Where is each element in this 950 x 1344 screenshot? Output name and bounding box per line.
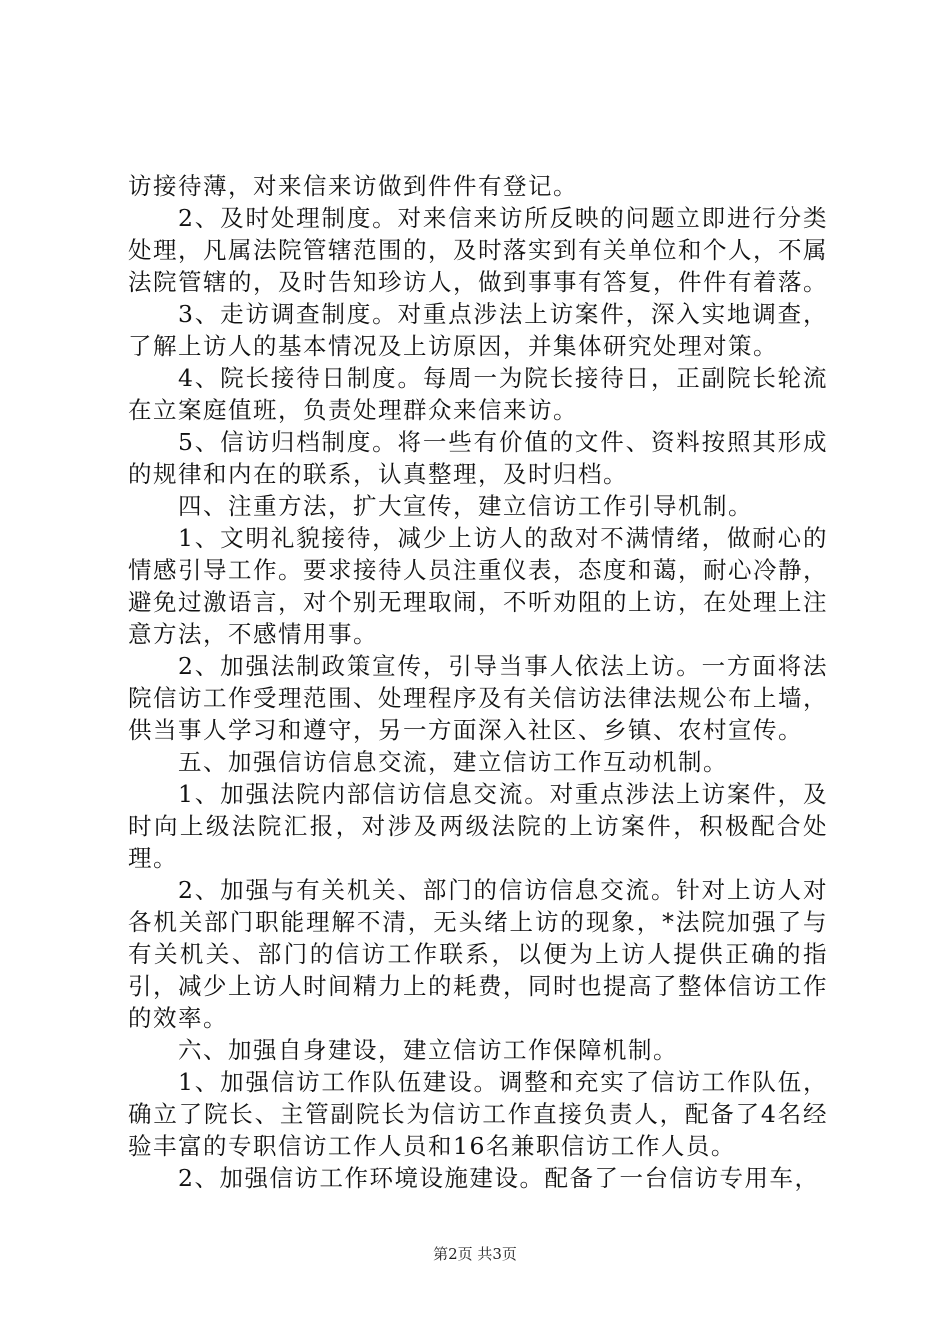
paragraph-external-exchange: 2、加强与有关机关、部门的信访信息交流。针对上访人对各机关部门职能理解不清，无头绪上访的现象，*法院加强了与有关机关、部门的信访工作联系，以便为上访人提供正确的指引，减少上访人时间精力上的耗费，同时也提高了整体信访工作的效率。 (128, 876, 828, 1032)
paragraph-legal-publicity: 2、加强法制政策宣传，引导当事人依法上访。一方面将法院信访工作受理范围、处理程序及有关信访法律法规公布上墙，供当事人学习和遵守，另一方面深入社区、乡镇、农村宣传。 (128, 652, 828, 744)
document-body (128, 170, 828, 1194)
paragraph-timely-handling: 2、及时处理制度。对来信来访所反映的问题立即进行分类处理，凡属法院管辖范围的，及时落实到有关单位和个人，不属法院管辖的，及时告知珍访人，做到事事有答复，件件有着落。 (128, 204, 828, 296)
section-heading-6: 六、加强自身建设，建立信访工作保障机制。 (178, 1036, 678, 1064)
paragraph-facility-building: 2、加强信访工作环境设施建设。配备了一台信访专用车， (178, 1164, 820, 1192)
paragraph-continuation: 访接待薄，对来信来访做到件件有登记。 (128, 172, 578, 200)
section-heading-5: 五、加强信访信息交流，建立信访工作互动机制。 (178, 748, 728, 776)
page-number-label: 第2页 共3页 (433, 1245, 517, 1263)
page-footer (0, 1244, 950, 1264)
paragraph-team-building: 1、加强信访工作队伍建设。调整和充实了信访工作队伍，确立了院长、主管副院长为信访工作直接负责人，配备了4名经验丰富的专职信访工作人员和16名兼职信访工作人员。 (128, 1068, 828, 1160)
paragraph-archiving: 5、信访归档制度。将一些有价值的文件、资料按照其形成的规律和内在的联系，认真整理，及时归档。 (128, 428, 828, 488)
paragraph-president-reception-day: 4、院长接待日制度。每周一为院长接待日，正副院长轮流在立案庭值班，负责处理群众来信来访。 (128, 364, 828, 424)
paragraph-internal-exchange: 1、加强法院内部信访信息交流。对重点涉法上访案件，及时向上级法院汇报，对涉及两级法院的上访案件，积极配合处理。 (128, 780, 828, 872)
paragraph-visit-investigation: 3、走访调查制度。对重点涉法上访案件，深入实地调查，了解上访人的基本情况及上访原因，并集体研究处理对策。 (128, 300, 828, 360)
section-heading-4: 四、注重方法，扩大宣传，建立信访工作引导机制。 (178, 492, 753, 520)
paragraph-civil-reception: 1、文明礼貌接待，减少上访人的敌对不满情绪，做耐心的情感引导工作。要求接待人员注重仪表，态度和蔼，耐心冷静，避免过激语言，对个别无理取闹，不听劝阻的上访，在处理上注意方法，不感情用事。 (128, 524, 828, 648)
